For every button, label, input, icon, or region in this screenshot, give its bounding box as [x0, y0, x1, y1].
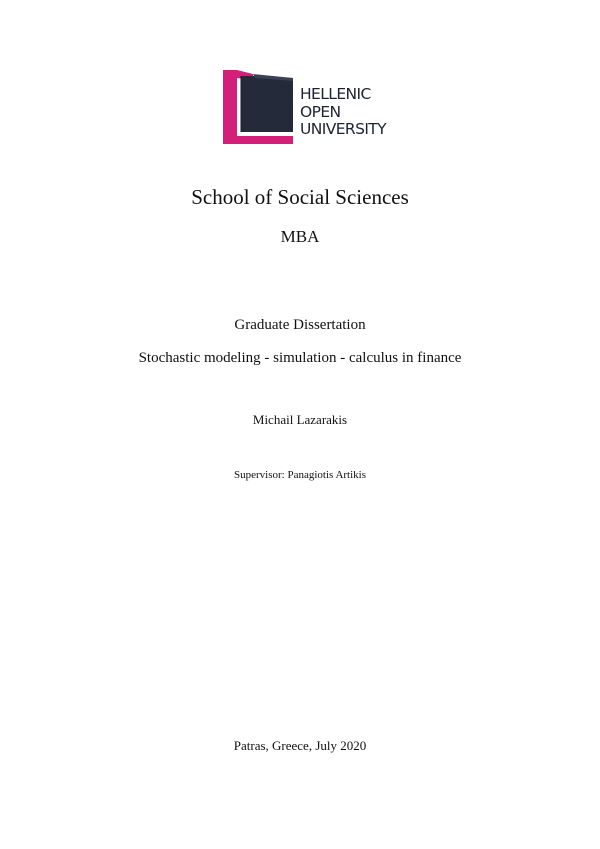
logo-line-university: UNIVERSITY	[300, 120, 387, 138]
university-emblem-icon	[223, 68, 299, 148]
logo-line-open: OPEN	[300, 102, 341, 121]
document-type: Graduate Dissertation	[234, 317, 366, 333]
program-name: MBA	[280, 227, 320, 246]
place-date: Patras, Greece, July 2020	[233, 738, 367, 753]
dissertation-title: Stochastic modeling - simulation - calculus in finance	[138, 350, 462, 366]
supervisor-line: Supervisor: Panagiotis Artikis	[234, 469, 366, 481]
university-logo	[223, 68, 395, 148]
logo-line-hellenic: HELLENIC	[300, 85, 371, 103]
school-name: School of Social Sciences	[191, 185, 409, 209]
author-name: Michail Lazarakis	[252, 412, 348, 427]
logo-wordmark	[300, 86, 386, 139]
